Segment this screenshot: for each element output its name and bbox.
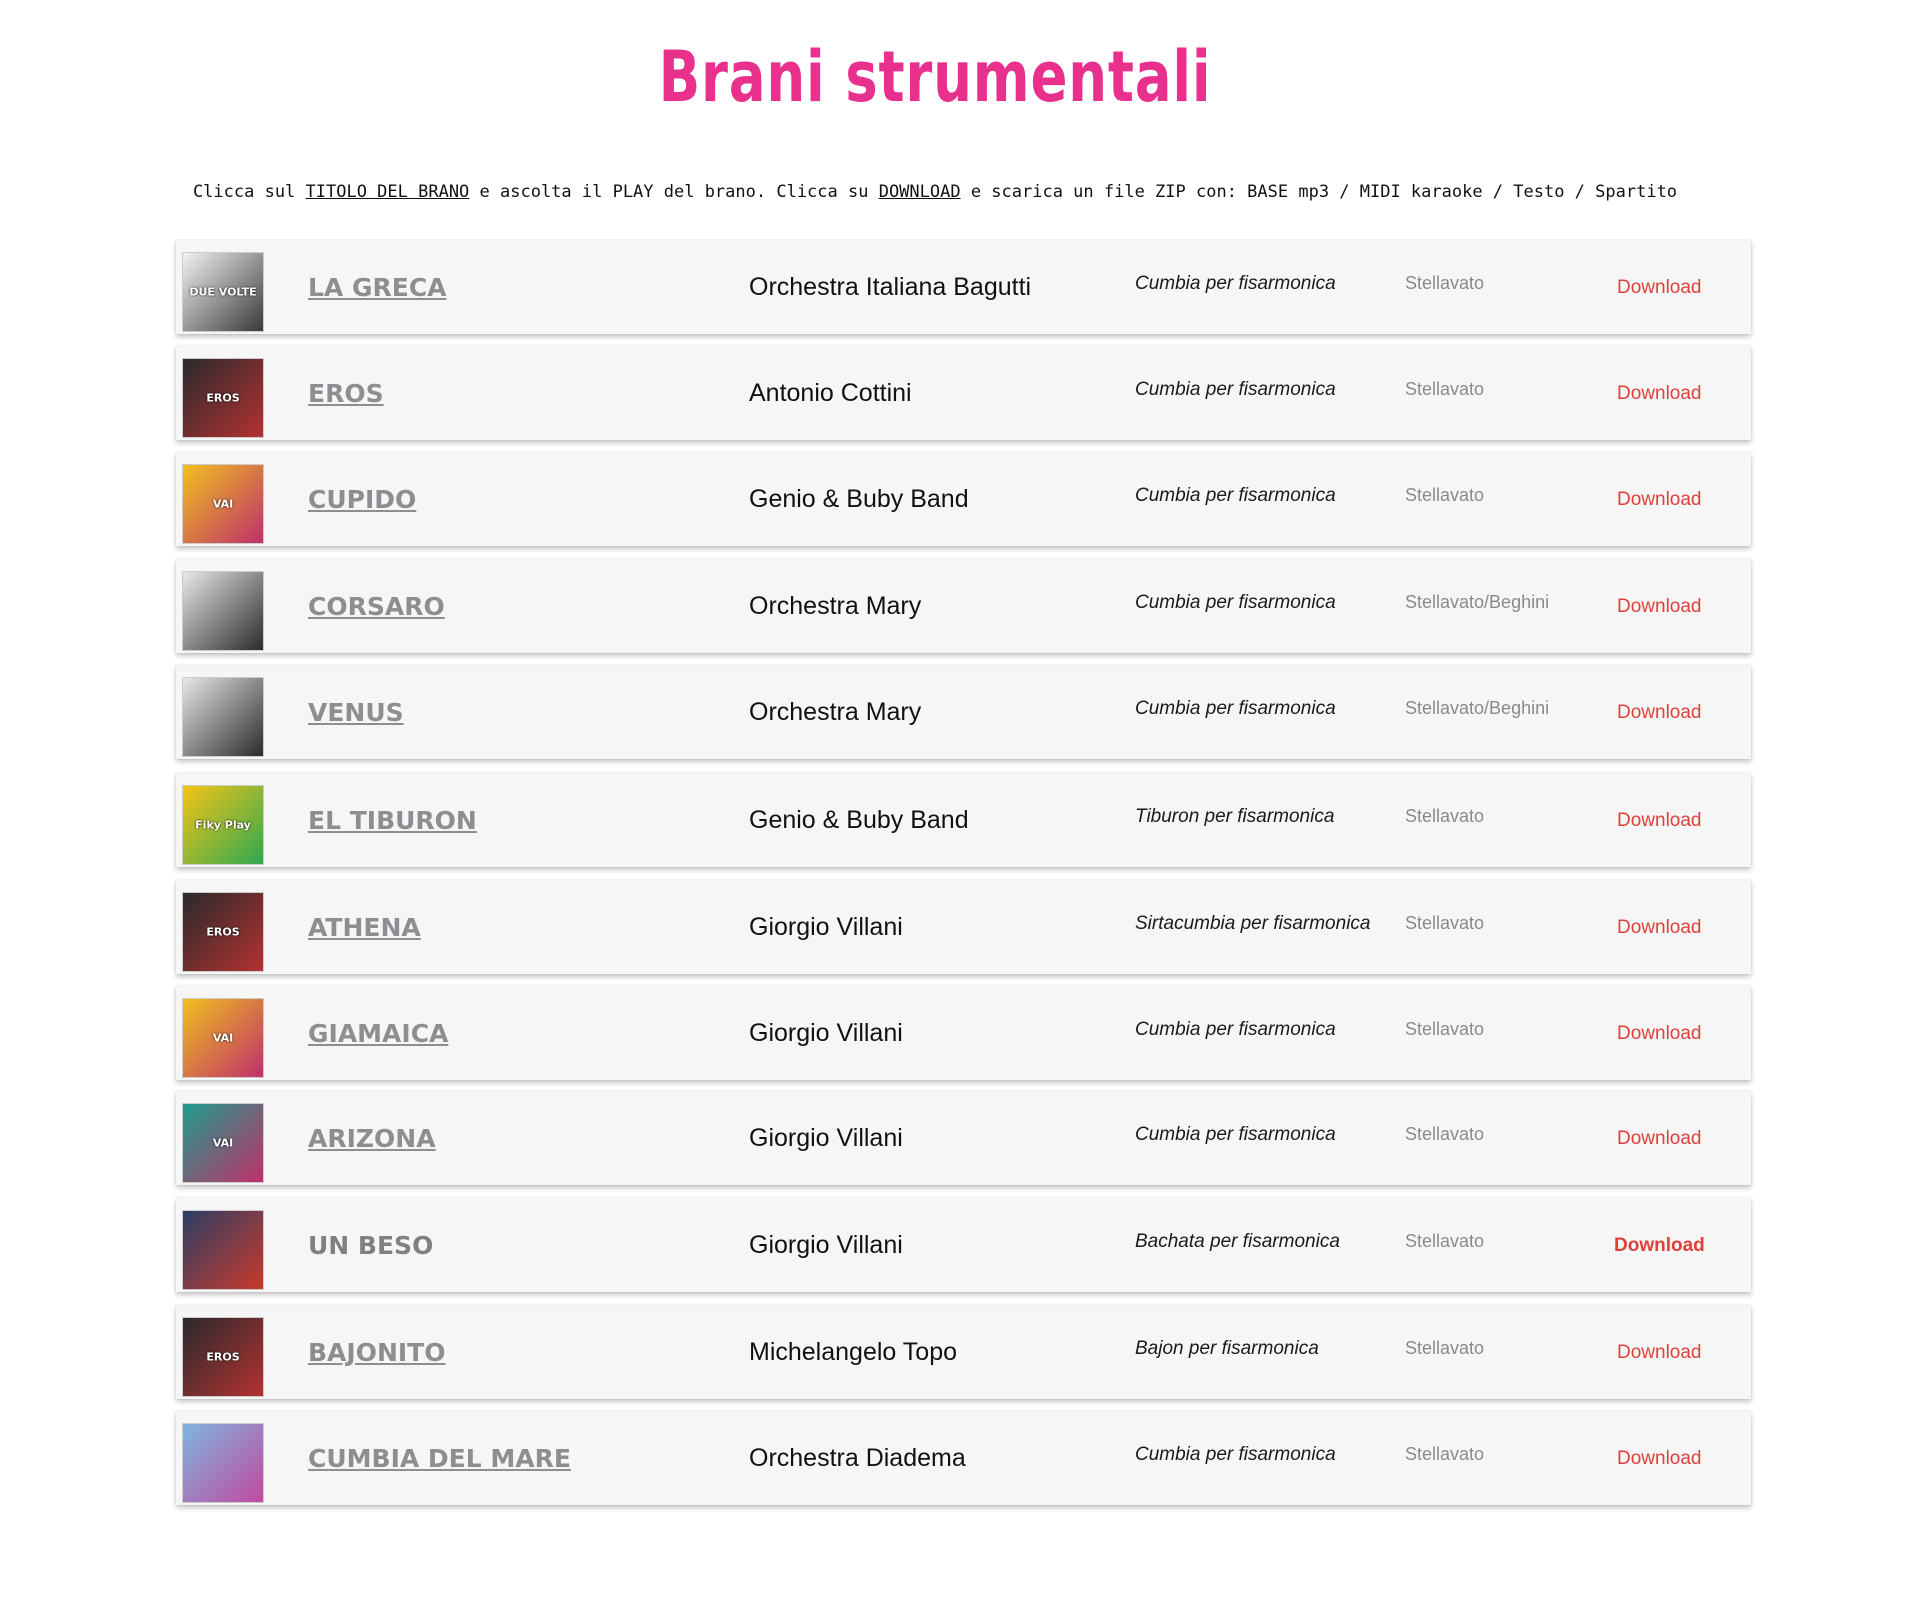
album-cover-image xyxy=(182,252,264,332)
track-author: Stellavato xyxy=(1405,1019,1485,1039)
track-genre: Cumbia per fisarmonica xyxy=(1135,485,1336,506)
track-author: Stellavato/Beghini xyxy=(1405,592,1550,612)
album-cover-image xyxy=(182,358,264,438)
album-cover-image xyxy=(182,464,264,544)
track-genre: Cumbia per fisarmonica xyxy=(1135,1124,1336,1145)
track-artist: Orchestra Diadema xyxy=(749,1444,966,1472)
track-row xyxy=(176,452,1751,546)
download-link[interactable]: Download xyxy=(1617,1342,1702,1363)
download-link[interactable]: Download xyxy=(1614,1235,1705,1256)
instructions-part-1: Clicca sul xyxy=(192,182,306,202)
download-link[interactable]: Download xyxy=(1617,277,1702,298)
track-title-link[interactable]: EROS xyxy=(308,379,384,408)
track-genre: Bachata per fisarmonica xyxy=(1135,1231,1340,1252)
track-title-link[interactable]: UN BESO xyxy=(308,1231,434,1260)
track-genre: Cumbia per fisarmonica xyxy=(1135,698,1336,719)
track-genre: Tiburon per fisarmonica xyxy=(1135,806,1335,827)
track-title-link[interactable]: EL TIBURON xyxy=(308,806,477,835)
download-link[interactable]: Download xyxy=(1617,489,1702,510)
album-cover-text: EROS xyxy=(206,391,240,405)
instructions-text xyxy=(0,182,1870,202)
track-author: Stellavato xyxy=(1405,379,1485,399)
track-artist: Michelangelo Topo xyxy=(749,1338,958,1366)
track-author: Stellavato xyxy=(1405,1444,1485,1464)
track-artist: Giorgio Villani xyxy=(749,913,903,941)
track-genre: Cumbia per fisarmonica xyxy=(1135,1019,1336,1040)
download-link[interactable]: Download xyxy=(1617,383,1702,404)
track-title-link[interactable]: CUPIDO xyxy=(308,485,417,514)
track-author: Stellavato xyxy=(1405,806,1485,826)
album-cover-image xyxy=(182,1317,264,1397)
download-link[interactable]: Download xyxy=(1617,917,1702,938)
track-artist: Genio & Buby Band xyxy=(749,485,969,513)
page-title: Brani strumentali xyxy=(658,36,1212,118)
instructions-download-hint: DOWNLOAD xyxy=(878,182,961,202)
track-artist: Orchestra Mary xyxy=(749,592,922,620)
album-cover-text: VAI xyxy=(212,1031,234,1045)
track-row xyxy=(176,1411,1751,1505)
track-title-link[interactable]: GIAMAICA xyxy=(308,1019,449,1048)
track-title-link[interactable]: LA GRECA xyxy=(308,273,447,302)
track-row xyxy=(176,1305,1751,1399)
album-cover-image xyxy=(182,998,264,1078)
track-genre: Cumbia per fisarmonica xyxy=(1135,379,1336,400)
album-cover-image xyxy=(182,1423,264,1503)
track-artist: Orchestra Italiana Bagutti xyxy=(749,273,1032,301)
track-row xyxy=(176,559,1751,653)
track-title-link[interactable]: VENUS xyxy=(308,698,404,727)
album-cover-image xyxy=(182,677,264,757)
track-row xyxy=(176,880,1751,974)
track-row xyxy=(176,986,1751,1080)
track-artist: Antonio Cottini xyxy=(749,379,912,407)
album-cover-text: EROS xyxy=(206,1350,240,1364)
album-cover-image xyxy=(182,892,264,972)
album-cover-image xyxy=(182,571,264,651)
album-cover-text: DUE VOLTE xyxy=(189,285,257,299)
track-title-link[interactable]: CUMBIA DEL MARE xyxy=(308,1444,571,1473)
track-row xyxy=(176,665,1751,759)
track-genre: Sirtacumbia per fisarmonica xyxy=(1135,913,1371,934)
track-title-link[interactable]: CORSARO xyxy=(308,592,445,621)
track-title-link[interactable]: ARIZONA xyxy=(308,1124,436,1153)
instructions-title-hint: TITOLO DEL BRANO xyxy=(305,182,470,202)
track-row xyxy=(176,346,1751,440)
track-artist: Genio & Buby Band xyxy=(749,806,969,834)
album-cover-text: VAI xyxy=(212,1136,234,1150)
download-link[interactable]: Download xyxy=(1617,1023,1702,1044)
album-cover-text: VAI xyxy=(212,497,234,511)
track-author: Stellavato xyxy=(1405,1338,1485,1358)
download-link[interactable]: Download xyxy=(1617,1128,1702,1149)
track-row xyxy=(176,773,1751,867)
album-cover-image xyxy=(182,1210,264,1290)
track-title-link[interactable]: BAJONITO xyxy=(308,1338,446,1367)
track-genre: Cumbia per fisarmonica xyxy=(1135,592,1336,613)
track-artist: Giorgio Villani xyxy=(749,1124,903,1152)
track-author: Stellavato xyxy=(1405,485,1485,505)
track-genre: Cumbia per fisarmonica xyxy=(1135,1444,1336,1465)
track-genre: Cumbia per fisarmonica xyxy=(1135,273,1336,294)
download-link[interactable]: Download xyxy=(1617,1448,1702,1469)
download-link[interactable]: Download xyxy=(1617,596,1702,617)
track-row xyxy=(176,1198,1751,1292)
instructions-part-3: e scarica un file ZIP con: BASE mp3 / MIDI karaoke / Testo / Spartito xyxy=(960,182,1678,202)
album-cover-text: Fiky Play xyxy=(195,818,251,832)
track-artist: Giorgio Villani xyxy=(749,1231,903,1259)
album-cover-image xyxy=(182,785,264,865)
album-cover-text: EROS xyxy=(206,925,240,939)
track-row xyxy=(176,1091,1751,1185)
album-cover-image xyxy=(182,1103,264,1183)
track-author: Stellavato xyxy=(1405,273,1485,293)
track-artist: Giorgio Villani xyxy=(749,1019,903,1047)
track-author: Stellavato xyxy=(1405,1231,1485,1251)
track-title-link[interactable]: ATHENA xyxy=(308,913,421,942)
track-author: Stellavato xyxy=(1405,1124,1485,1144)
instructions-part-2: e ascolta il PLAY del brano. Clicca su xyxy=(469,182,879,202)
track-row xyxy=(176,240,1751,334)
download-link[interactable]: Download xyxy=(1617,810,1702,831)
track-artist: Orchestra Mary xyxy=(749,698,922,726)
track-author: Stellavato xyxy=(1405,913,1485,933)
track-genre: Bajon per fisarmonica xyxy=(1135,1338,1319,1359)
download-link[interactable]: Download xyxy=(1617,702,1702,723)
track-author: Stellavato/Beghini xyxy=(1405,698,1550,718)
